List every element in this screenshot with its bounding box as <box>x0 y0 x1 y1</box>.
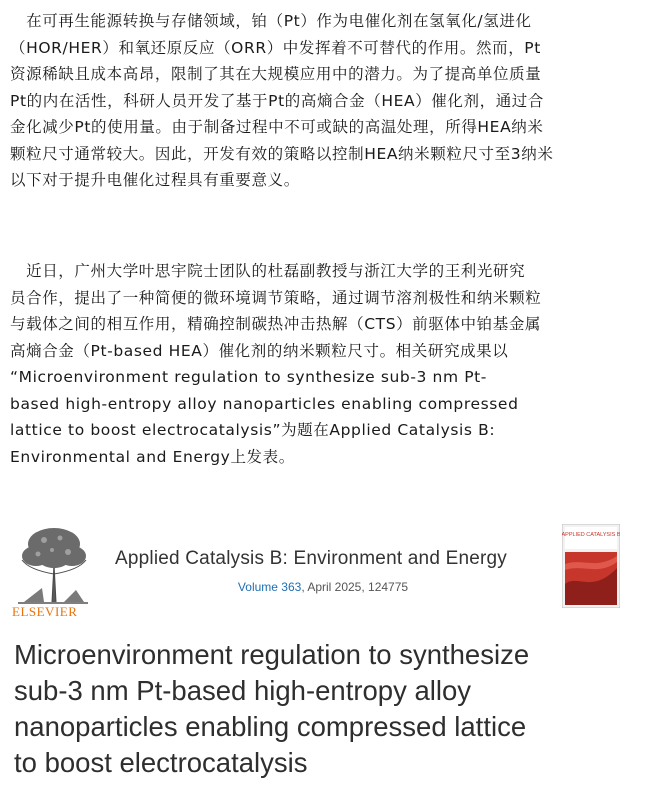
paragraph-line: 员合作，提出了一种简便的微环境调节策略，通过调节溶剂极性和纳米颗粒 <box>10 288 542 307</box>
paragraph-line: 在可再生能源转换与存储领域，铂（Pt）作为电催化剂在氢氧化/氢进化 <box>10 12 532 30</box>
title-line: nanoparticles enabling compressed lattice <box>14 711 527 742</box>
title-line: sub-3 nm Pt-based high-entropy alloy <box>14 675 472 706</box>
journal-cover-thumbnail <box>562 524 620 608</box>
volume-link[interactable]: Volume 363 <box>237 580 302 594</box>
paragraph-line: “Microenvironment regulation to synthesize sub-3 nm Pt- <box>10 368 488 386</box>
title-line: Microenvironment regulation to synthesize <box>14 639 530 670</box>
paragraph-line: 与载体之间的相互作用，精确控制碳热冲击热解（CTS）前驱体中铂基金属 <box>10 315 542 333</box>
intro-paragraph <box>10 8 638 194</box>
paragraph-line: 以下对于提升电催化过程具有重要意义。 <box>10 171 300 189</box>
journal-name: Applied Catalysis B: Environment and Energy <box>115 548 507 569</box>
title-line: to boost electrocatalysis <box>14 747 308 778</box>
journal-banner <box>0 520 646 619</box>
cover-title-text: APPLIED CATALYSIS B <box>562 532 620 538</box>
paragraph-line: 近日，广州大学叶思宇院士团队的杜磊副教授与浙江大学的王利光研究 <box>10 262 526 280</box>
paragraph-line: Environmental and Energy上发表。 <box>10 447 295 466</box>
paragraph-line: Pt的内在活性，科研人员开发了基于Pt的高熵合金（HEA）催化剂，通过合 <box>10 91 545 110</box>
paragraph-line: 金化减少Pt的使用量。由于制备过程中不可或缺的高温处理，所得HEA纳米 <box>10 118 544 136</box>
paragraph-line: lattice to boost electrocatalysis”为题在Applied Catalysis B: <box>10 421 496 439</box>
research-paragraph <box>10 258 638 470</box>
paragraph-line: （HOR/HER）和氧还原反应（ORR）中发挥着不可替代的作用。然而，Pt <box>10 38 541 57</box>
elsevier-logo-text: ELSEVIER <box>12 604 78 619</box>
paragraph-line: 资源稀缺且成本高昂，限制了其在大规模应用中的潜力。为了提高单位质量 <box>10 65 542 83</box>
volume-info <box>0 580 646 594</box>
article-title <box>14 637 634 781</box>
volume-details: , April 2025, 124775 <box>301 580 409 594</box>
paragraph-line: 颗粒尺寸通常较大。因此，开发有效的策略以控制HEA纳米颗粒尺寸至3纳米 <box>10 144 554 163</box>
paragraph-line: based high-entropy alloy nanoparticles enabling compressed <box>10 394 519 413</box>
paragraph-line: 高熵合金（Pt-based HEA）催化剂的纳米颗粒尺寸。相关研究成果以 <box>10 341 509 360</box>
